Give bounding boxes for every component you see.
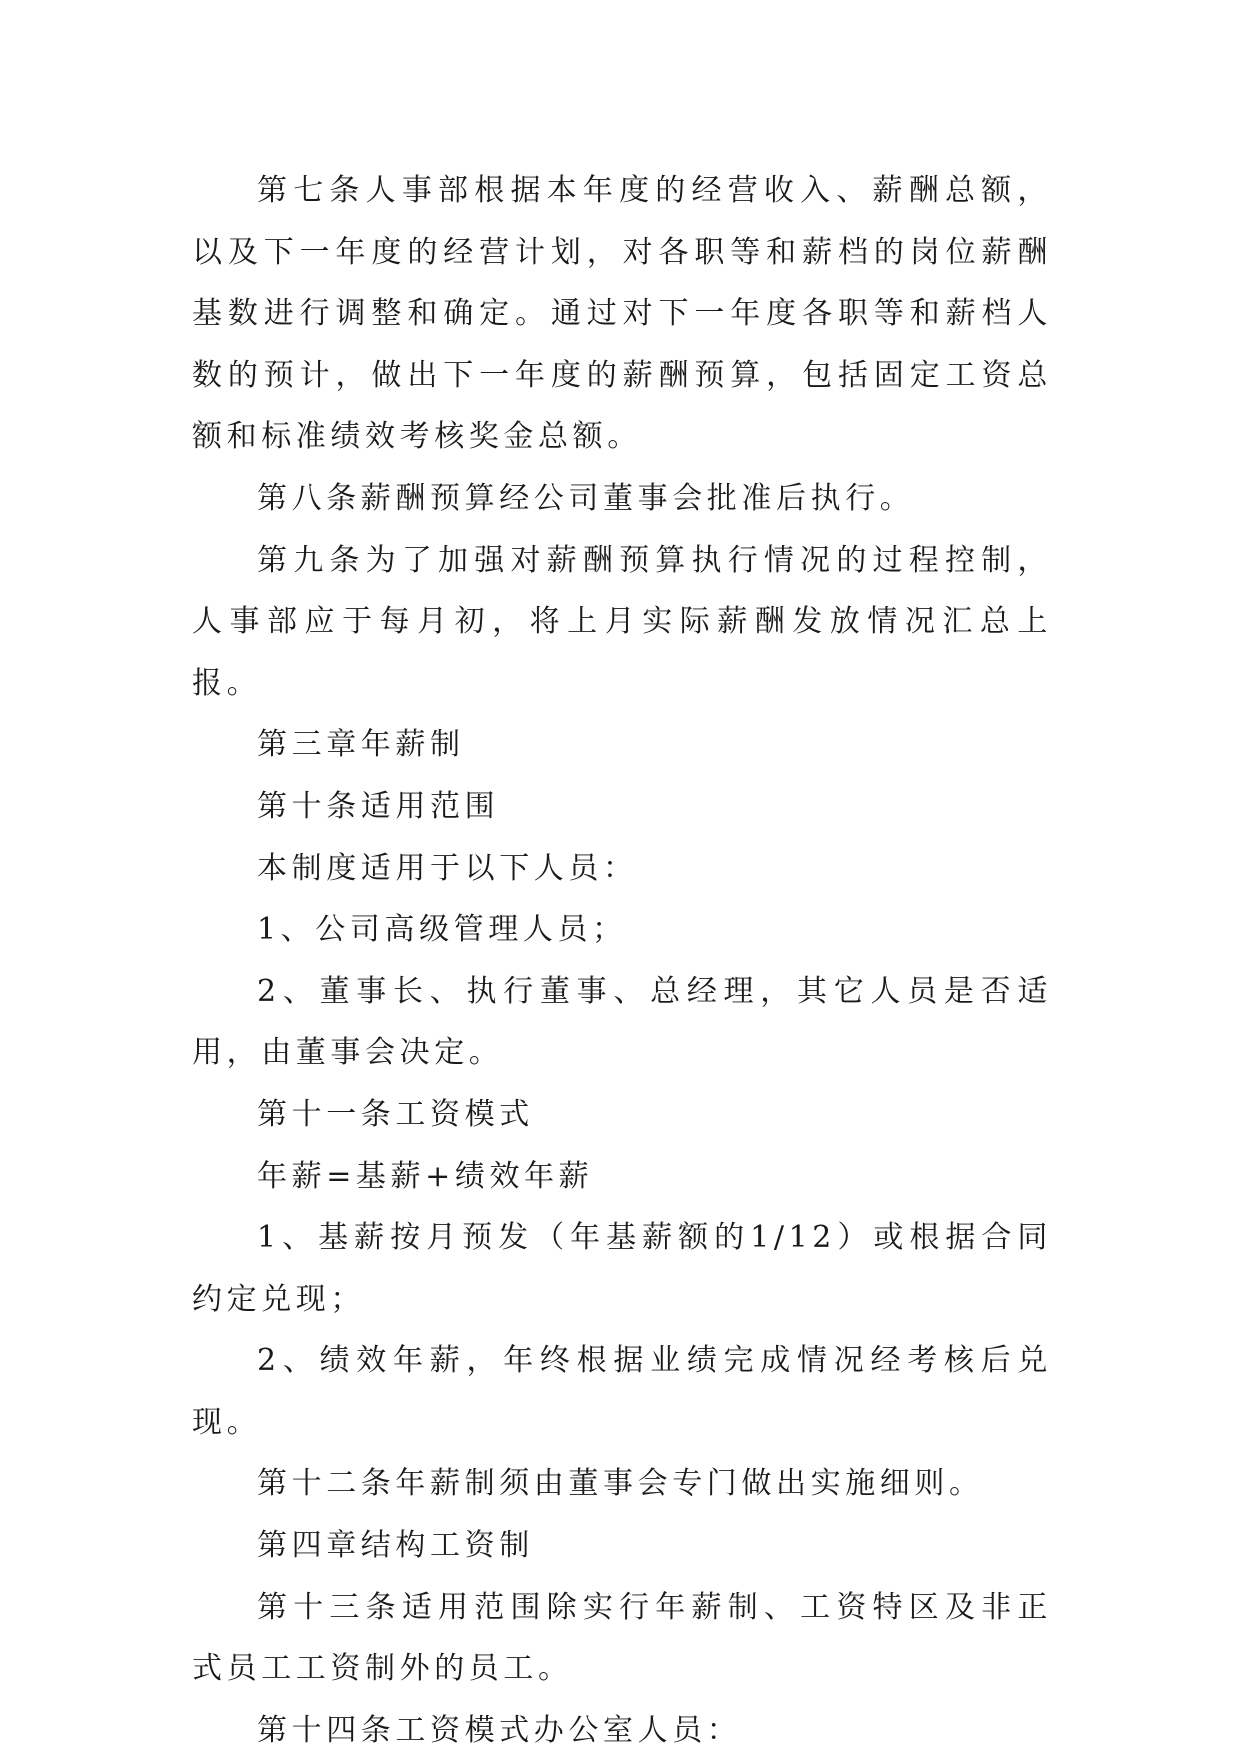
paragraph-article-7: 第七条人事部根据本年度的经营收入、薪酬总额，以及下一年度的经营计划，对各职等和薪档的岗位薪酬基数进行调整和确定。通过对下一年度各职等和薪档人数的预计，做出下一年度的薪酬预算，包括固定工资总额和标准绩效考核奖金总额。 bbox=[192, 173, 1052, 455]
paragraph-article-14: 第十四条工资模式办公室人员： bbox=[257, 1712, 742, 1748]
paragraph-article-13: 第十三条适用范围除实行年薪制、工资特区及非正式员工工资制外的员工。 bbox=[192, 1589, 1052, 1687]
list-item-1: 1、公司高级管理人员； bbox=[257, 912, 627, 948]
document-body bbox=[192, 160, 1052, 1761]
paragraph-scope: 本制度适用于以下人员： bbox=[257, 850, 638, 886]
list-item-base-salary: 1、基薪按月预发（年基薪额的1/12）或根据合同约定兑现； bbox=[192, 1220, 1052, 1317]
chapter-4-heading: 第四章结构工资制 bbox=[257, 1528, 534, 1564]
paragraph-article-9: 第九条为了加强对薪酬预算执行情况的过程控制，人事部应于每月初，将上月实际薪酬发放情况汇总上报。 bbox=[192, 542, 1052, 701]
chapter-3-heading: 第三章年薪制 bbox=[257, 727, 465, 763]
list-item-2: 2、董事长、执行董事、总经理，其它人员是否适用，由董事会决定。 bbox=[192, 973, 1052, 1071]
list-item-performance-salary: 2、绩效年薪，年终根据业绩完成情况经考核后兑现。 bbox=[192, 1343, 1052, 1440]
paragraph-article-12: 第十二条年薪制须由董事会专门做出实施细则。 bbox=[257, 1466, 984, 1502]
paragraph-article-11: 第十一条工资模式 bbox=[257, 1096, 534, 1132]
paragraph-article-8: 第八条薪酬预算经公司董事会批准后执行。 bbox=[257, 480, 915, 516]
paragraph-formula: 年薪=基薪+绩效年薪 bbox=[257, 1158, 594, 1194]
paragraph-article-10: 第十条适用范围 bbox=[257, 788, 500, 824]
